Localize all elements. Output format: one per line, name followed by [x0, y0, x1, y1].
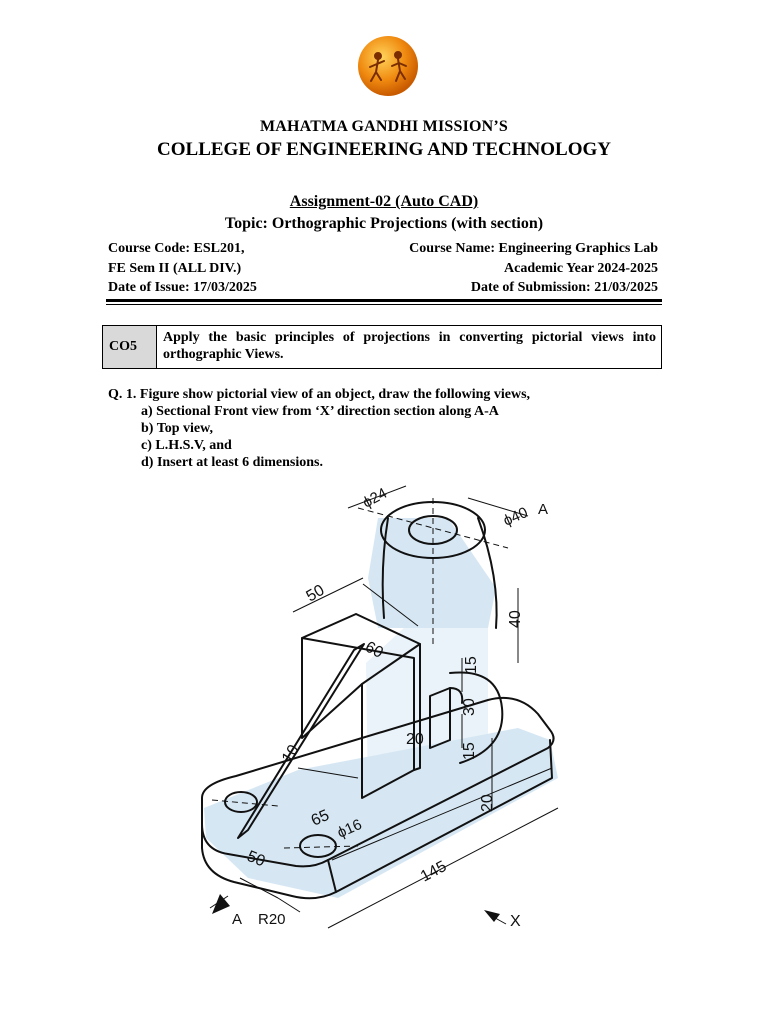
dim-30: 30 — [461, 698, 478, 716]
question-item-d: d) Insert at least 6 dimensions. — [141, 455, 324, 470]
dim-15-lower: 15 — [461, 742, 478, 760]
pictorial-view-figure — [188, 478, 588, 958]
course-code: Course Code: ESL201, — [108, 241, 245, 256]
institution-name: MAHATMA GANDHI MISSION’S — [259, 118, 509, 135]
view-direction-x: X — [510, 913, 521, 930]
dim-65: 65 — [308, 806, 332, 830]
header-divider-thick — [106, 299, 662, 302]
dim-60: 60 — [362, 638, 386, 662]
assignment-topic: Topic: Orthographic Projections (with section) — [224, 215, 544, 232]
dim-15-upper: 15 — [463, 656, 480, 674]
date-of-issue: Date of Issue: 17/03/2025 — [108, 280, 257, 295]
date-of-submission: Date of Submission: 21/03/2025 — [470, 280, 658, 295]
dim-145: 145 — [417, 857, 450, 886]
question-prompt: Q. 1. Figure show pictorial view of an object, draw the following views, — [108, 387, 531, 402]
dim-r20: R20 — [258, 911, 286, 928]
dim-40-height: 40 — [507, 610, 524, 628]
dim-50-top: 50 — [303, 581, 328, 606]
question-item-b: b) Top view, — [141, 421, 213, 436]
question-block — [108, 386, 530, 471]
dim-d24: ϕ24 — [359, 484, 391, 512]
course-outcome-description: Apply the basic principles of projections in converting pictorial views into orthographic Views. — [163, 330, 656, 362]
dim-d40: ϕ40 — [500, 503, 531, 530]
dim-20-base: 20 — [479, 794, 496, 812]
assignment-title-text: Assignment-02 (Auto CAD) — [289, 193, 479, 210]
question-item-a: a) Sectional Front view from ‘X’ direction section along A-A — [141, 404, 499, 419]
dim-10: 10 — [278, 742, 303, 767]
course-outcome-code: CO5 — [103, 326, 157, 368]
course-name: Course Name: Engineering Graphics Lab — [409, 241, 658, 256]
academic-year: Academic Year 2024-2025 — [504, 260, 658, 276]
header-divider-thin — [106, 304, 662, 305]
mgm-logo-icon — [356, 34, 420, 98]
section-a-bottom: A — [232, 911, 243, 928]
assignment-title — [0, 193, 768, 211]
course-outcome-box — [102, 325, 662, 369]
course-meta — [108, 241, 658, 300]
semester: FE Sem II (ALL DIV.) — [108, 260, 242, 276]
dim-50-bottom: 50 — [244, 847, 268, 871]
view-arrow-icon — [484, 910, 500, 922]
college-name: COLLEGE OF ENGINEERING AND TECHNOLOGY — [157, 139, 611, 160]
section-a-top: A — [538, 501, 549, 518]
dim-d16: ϕ16 — [334, 815, 365, 842]
question-item-c: c) L.H.S.V, and — [141, 438, 232, 453]
dim-20-slot: 20 — [406, 731, 424, 748]
